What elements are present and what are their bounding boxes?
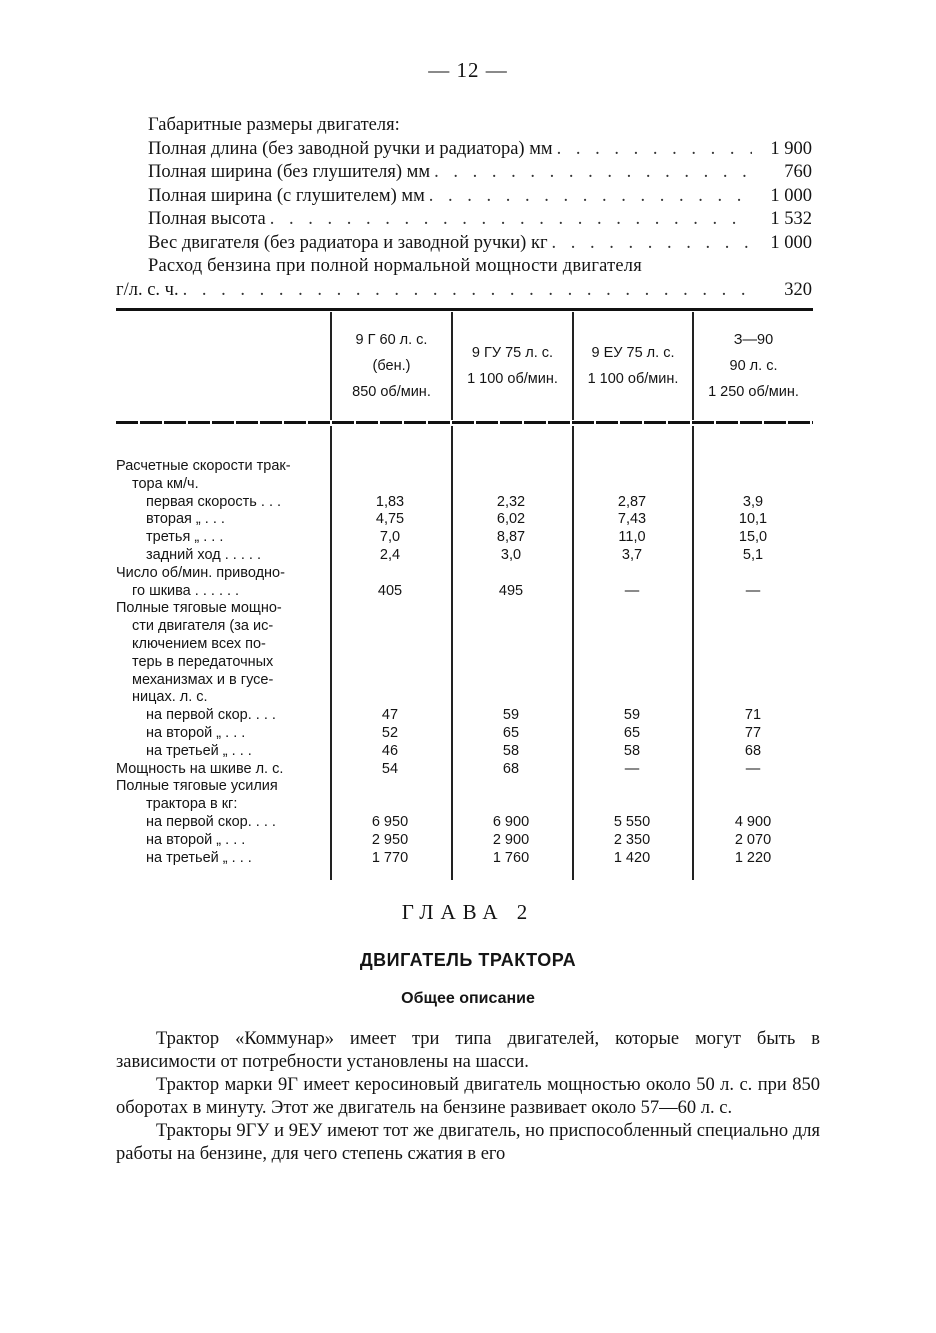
table-cell: 2,32 [496, 493, 526, 510]
row-label: трактора в кг: [146, 796, 238, 813]
fuel-consumption-row: г/л. с. ч. . . . 320 [116, 279, 812, 303]
row-label: терь в передаточных [132, 653, 274, 670]
paragraph: Трактор «Коммунар» имеет три типа двигателей, которые могут быть в зависимости от потребности установлены на шасси. [116, 1029, 820, 1072]
table-cell: 71 [744, 707, 762, 724]
table-cell: 52 [381, 724, 399, 741]
row-label: го шкива . . . . . . [132, 582, 240, 599]
table-cell: 65 [502, 724, 520, 741]
row-label: механизмах и в гусе- [132, 671, 274, 688]
row-label: Мощность на шкиве л. с. [116, 760, 284, 777]
table-top-rule [116, 308, 813, 311]
row-label: первая скорость . . . [146, 493, 282, 510]
table-cell: 2 950 [371, 831, 409, 848]
table-row [116, 511, 813, 529]
table-cell: 5,1 [742, 546, 764, 563]
dimension-row: Полная ширина (без глушителя) мм . . . 760 [116, 161, 812, 185]
table-cell: 6 950 [371, 813, 409, 830]
page-number: — 12 — [428, 58, 508, 82]
table-cell: 47 [381, 707, 399, 724]
row-label: Расчетные скорости трак- [116, 458, 291, 474]
table-cell: 77 [744, 724, 762, 741]
table-cell: 4,75 [375, 511, 405, 528]
table-body [116, 458, 813, 867]
row-label: Число об/мин. приводно- [116, 564, 285, 581]
table-row [116, 600, 813, 618]
table-cell: 68 [502, 760, 520, 777]
table-row [116, 458, 813, 476]
row-label: Полные тяговые мощно- [116, 600, 282, 617]
chapter-heading: ГЛАВА 2 [401, 900, 535, 924]
row-label: на второй „ . . . [146, 724, 246, 741]
table-cell: 7,43 [617, 511, 647, 528]
table-row [116, 814, 813, 832]
table-cell: 68 [744, 742, 762, 759]
row-label: на первой скор. . . . [146, 707, 276, 724]
table-cell: 15,0 [738, 529, 768, 546]
table-cell: — [624, 760, 640, 777]
table-row [116, 654, 813, 672]
table-cell: — [745, 582, 761, 599]
row-label: ключением всех по- [132, 635, 266, 652]
table-cell: — [624, 582, 640, 599]
table-row [116, 743, 813, 761]
row-label: ницах. л. с. [132, 689, 208, 706]
row-label: на третьей „ . . . [146, 849, 252, 866]
row-label: на первой скор. . . . [146, 813, 276, 830]
table-cell: 2 070 [734, 831, 772, 848]
table-cell: 3,9 [742, 493, 764, 510]
table-row [116, 707, 813, 725]
table-cell: — [745, 760, 761, 777]
paragraph: Тракторы 9ГУ и 9ЕУ имеют тот же двигатель, но приспособленный специально для работы на бензине, для чего степень сжатия в его [116, 1121, 820, 1164]
table-row [116, 547, 813, 565]
table-cell: 5 550 [613, 813, 651, 830]
section-subtitle: Общее описание [401, 990, 535, 1007]
table-row [116, 565, 813, 583]
table-row [116, 476, 813, 494]
row-label: задний ход . . . . . [146, 546, 261, 563]
table-cell: 7,0 [379, 529, 401, 546]
row-label: на второй „ . . . [146, 831, 246, 848]
table-cell: 65 [623, 724, 641, 741]
table-row [116, 796, 813, 814]
table-cell: 2 350 [613, 831, 651, 848]
dimension-row: Полная ширина (с глушителем) мм . . . 1 000 [116, 185, 812, 209]
table-cell: 2,87 [617, 493, 647, 510]
table-cell: 59 [502, 707, 520, 724]
table-cell: 54 [381, 760, 399, 777]
table-cell: 59 [623, 707, 641, 724]
table-cell: 1 760 [492, 849, 530, 866]
column-header-9gu: 9 ГУ 75 л. с. 1 100 об/мин. [467, 345, 558, 387]
column-header-9g: 9 Г 60 л. с. (бен.) 850 об/мин. [352, 332, 431, 400]
table-cell: 58 [502, 742, 520, 759]
dimensions-heading: Габаритные размеры двигателя: [148, 115, 400, 135]
table-cell: 495 [498, 582, 524, 599]
table-cell: 3,7 [621, 546, 643, 563]
table-row [116, 850, 813, 868]
table-row [116, 529, 813, 547]
table-row [116, 725, 813, 743]
row-label: третья „ . . . [146, 529, 224, 546]
row-label: тора км/ч. [132, 475, 199, 492]
column-header-z90: З—90 90 л. с. 1 250 об/мин. [708, 332, 799, 400]
paragraph: Трактор марки 9Г имеет керосиновый двигатель мощностью около 50 л. с. при 850 оборотах в минуту. Этот же двигатель на бензине развивает около 57—60 л. с. [116, 1075, 820, 1118]
engine-dimensions [116, 114, 812, 302]
table-row [116, 761, 813, 779]
table-row [116, 672, 813, 690]
table-cell: 8,87 [496, 529, 526, 546]
table-cell: 2 900 [492, 831, 530, 848]
table-cell: 4 900 [734, 813, 772, 830]
table-cell: 1 220 [734, 849, 772, 866]
column-header-9eu: 9 ЕУ 75 л. с. 1 100 об/мин. [587, 345, 679, 387]
section-title: ДВИГАТЕЛЬ ТРАКТОРА [359, 950, 577, 970]
table-header-rule [116, 421, 813, 424]
dimension-row: Полная высота . . . 1 532 [116, 208, 812, 232]
fuel-consumption-line: Расход бензина при полной нормальной мощности двигателя [148, 256, 642, 276]
table-cell: 6,02 [496, 511, 526, 528]
table-row [116, 583, 813, 601]
body-text [116, 1028, 820, 1166]
table-row [116, 778, 813, 796]
table-cell: 1,83 [375, 493, 405, 510]
table-row [116, 618, 813, 636]
table-cell: 1 420 [613, 849, 651, 866]
tractor-spec-table [116, 308, 813, 880]
table-row [116, 689, 813, 707]
table-row [116, 636, 813, 654]
row-label: сти двигателя (за ис- [132, 618, 274, 635]
table-row [116, 494, 813, 512]
table-cell: 405 [377, 582, 403, 599]
table-cell: 1 770 [371, 849, 409, 866]
table-cell: 6 900 [492, 813, 530, 830]
table-cell: 46 [381, 742, 399, 759]
row-label: на третьей „ . . . [146, 742, 252, 759]
table-cell: 3,0 [500, 546, 522, 563]
row-label: вторая „ . . . [146, 511, 225, 528]
dimension-row: Полная длина (без заводной ручки и радиатора) мм . . . 1 900 [116, 138, 812, 162]
row-label: Полные тяговые усилия [116, 778, 278, 795]
dimension-row: Вес двигателя (без радиатора и заводной ручки) кг . . . 1 000 [116, 232, 812, 256]
table-row [116, 832, 813, 850]
table-cell: 58 [623, 742, 641, 759]
table-cell: 10,1 [738, 511, 768, 528]
table-cell: 11,0 [618, 529, 646, 546]
table-cell: 2,4 [379, 546, 401, 563]
